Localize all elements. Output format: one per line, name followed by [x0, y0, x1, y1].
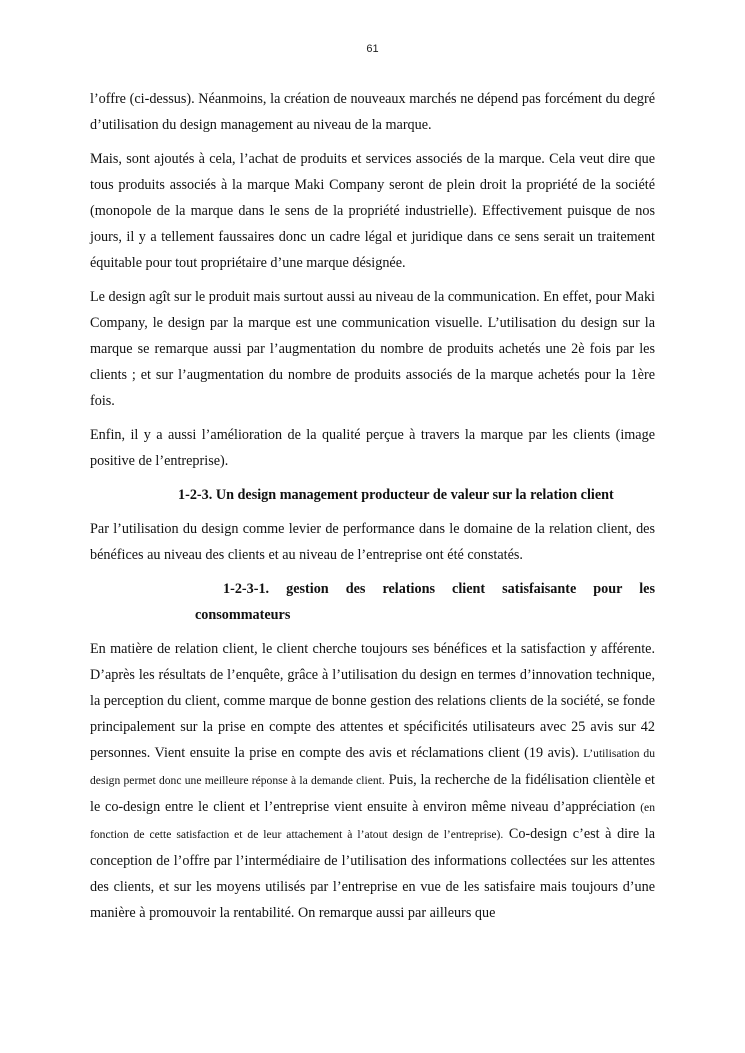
paragraph-produits-associes: Mais, sont ajoutés à cela, l’achat de produits et services associés de la marque. Cela veut dire que tous produits associés à la marque Maki Company seront de plein droit la propriété de la société (monopole de la marque dans le sens de la propriété industrielle). Effectivement puisque de nos jours, il y a tellement faussaires donc un cadre légal et juridique dans ce sens serait un traitement équitable pour tout propriétaire d’une marque désignée.: [90, 151, 655, 271]
paragraph-satisfaction-part1: En matière de relation client, le client cherche toujours ses bénéfices et la satisfaction y afférente. D’après les résultats de l’enquête, grâce à l’utilisation du design en termes d’innovation technique, la perception du client, comme marque de bonne gestion des relations clients de la société, se fonde principalement sur la prise en compte des attentes et spécificités utilisateurs avec 25 avis sur 42 personnes. Vient ensuite la prise en compte des avis et réclamations client (19 avis).: [90, 641, 655, 761]
body-text: [90, 86, 655, 926]
paragraph-satisfaction-small-1: L’utilisation du design permet donc une meilleure réponse à la demande client.: [90, 747, 655, 787]
paragraph-satisfaction-part5: Co-design c’est à dire la conception de l’offre par l’intermédiaire de l’utilisation des informations collectées sur les attentes des clients, et sur les moyens utilisés par l’entreprise en vue de les satisfaire mais toujours d’une manière à promouvoir la rentabilité. On remarque aussi par ailleurs que: [90, 826, 655, 921]
paragraph-satisfaction-small-2: (en fonction de cette satisfaction et de leur attachement à l’atout design de l’entreprise).: [90, 801, 655, 841]
paragraph-relation-client: Par l’utilisation du design comme levier de performance dans le domaine de la relation client, des bénéfices au niveau des clients et au niveau de l’entreprise ont été constatés.: [90, 521, 655, 563]
subsection-heading-1-2-3-1: [195, 576, 655, 628]
subsection-heading-text: 1-2-3-1. gestion des relations client satisfaisante pour les consommateurs: [195, 581, 655, 623]
paragraph-satisfaction-part3: Puis, la recherche de la fidélisation clientèle et le co-design entre le client et l’entreprise vient ensuite à environ même niveau d’appréciation: [90, 772, 655, 815]
paragraph-communication: Le design agît sur le produit mais surtout aussi au niveau de la communication. En effet, pour Maki Company, le design par la marque est une communication visuelle. L’utilisation du design sur la marque se remarque aussi par l’augmentation du nombre de produits achetés une 2è fois par les clients ; et sur l’augmentation du nombre de produits associés de la marque achetés pour la 1ère fois.: [90, 289, 655, 409]
paragraph-offre: l’offre (ci-dessus). Néanmoins, la création de nouveaux marchés ne dépend pas forcément du degré d’utilisation du design management au niveau de la marque.: [90, 91, 655, 133]
paragraph-satisfaction-client: [90, 636, 655, 926]
page-number: 61: [366, 43, 379, 55]
paragraph-qualite-percue: Enfin, il y a aussi l’amélioration de la qualité perçue à travers la marque par les clients (image positive de l’entreprise).: [90, 427, 655, 469]
section-heading-1-2-3: 1-2-3. Un design management producteur de valeur sur la relation client: [178, 487, 614, 503]
